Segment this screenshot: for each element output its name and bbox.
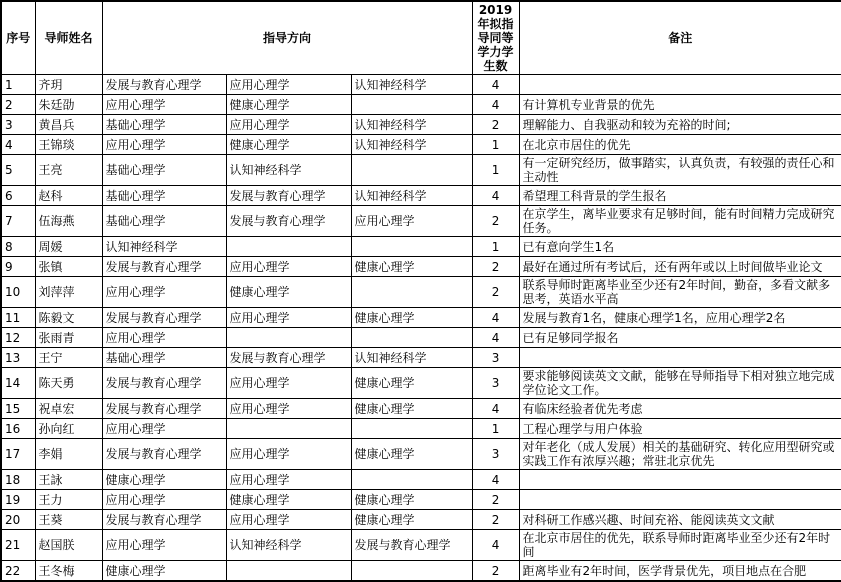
cell-direction-3 [351,95,472,115]
table-row [1,155,841,186]
cell-remark: 已有足够同学报名 [519,328,841,348]
cell-direction-2: 发展与教育心理学 [226,206,351,237]
cell-direction-2: 应用心理学 [226,470,351,490]
table-row [1,399,841,419]
cell-remark: 工程心理学与用户体验 [519,419,841,439]
cell-direction-1: 发展与教育心理学 [102,510,226,530]
table-row [1,328,841,348]
cell-direction-2: 健康心理学 [226,135,351,155]
cell-direction-2 [226,561,351,582]
cell-direction-3: 发展与教育心理学 [351,530,472,561]
cell-direction-3 [351,237,472,257]
cell-direction-1: 基础心理学 [102,155,226,186]
cell-direction-3: 认知神经科学 [351,186,472,206]
cell-remark: 要求能够阅读英文文献，能够在导师指导下相对独立地完成学位论文工作。 [519,368,841,399]
cell-row-number: 12 [1,328,35,348]
cell-mentor-name: 周媛 [35,237,102,257]
cell-direction-1: 应用心理学 [102,277,226,308]
cell-student-count: 1 [472,237,519,257]
cell-mentor-name: 齐玥 [35,75,102,95]
cell-mentor-name: 张镇 [35,257,102,277]
table-row [1,186,841,206]
cell-remark [519,490,841,510]
cell-student-count: 4 [472,470,519,490]
cell-direction-1: 应用心理学 [102,419,226,439]
cell-row-number: 11 [1,308,35,328]
header-row [1,1,841,75]
cell-row-number: 7 [1,206,35,237]
cell-remark: 有一定研究经历，做事踏实，认真负责，有较强的责任心和主动性 [519,155,841,186]
table-row [1,95,841,115]
cell-direction-2: 应用心理学 [226,75,351,95]
cell-row-number: 4 [1,135,35,155]
cell-direction-1: 发展与教育心理学 [102,368,226,399]
cell-row-number: 14 [1,368,35,399]
cell-student-count: 1 [472,155,519,186]
cell-remark: 对年老化（成人发展）相关的基础研究、转化应用型研究或实践工作有浓厚兴趣；常驻北京优先 [519,439,841,470]
cell-direction-3 [351,328,472,348]
cell-row-number: 10 [1,277,35,308]
table-row [1,419,841,439]
cell-direction-2: 认知神经科学 [226,155,351,186]
cell-direction-2: 健康心理学 [226,490,351,510]
cell-direction-3: 应用心理学 [351,206,472,237]
cell-student-count: 2 [472,206,519,237]
cell-direction-3 [351,419,472,439]
cell-remark: 理解能力、自我驱动和较为充裕的时间; [519,115,841,135]
cell-direction-1: 基础心理学 [102,206,226,237]
table-row [1,277,841,308]
cell-direction-2: 应用心理学 [226,368,351,399]
cell-direction-2 [226,328,351,348]
cell-student-count: 2 [472,510,519,530]
cell-remark: 希望理工科背景的学生报名 [519,186,841,206]
cell-student-count: 4 [472,75,519,95]
cell-mentor-name: 朱廷劭 [35,95,102,115]
cell-direction-2 [226,237,351,257]
cell-student-count: 4 [472,530,519,561]
cell-direction-1: 应用心理学 [102,490,226,510]
cell-row-number: 8 [1,237,35,257]
cell-direction-2: 健康心理学 [226,277,351,308]
cell-direction-1: 应用心理学 [102,530,226,561]
cell-remark: 联系导师时距离毕业至少还有2年时间，勤奋，多看文献多思考，英语水平高 [519,277,841,308]
cell-direction-2: 健康心理学 [226,95,351,115]
cell-row-number: 6 [1,186,35,206]
table-row [1,368,841,399]
cell-mentor-name: 伍海燕 [35,206,102,237]
cell-student-count: 4 [472,399,519,419]
cell-direction-1: 发展与教育心理学 [102,257,226,277]
cell-direction-3: 认知神经科学 [351,135,472,155]
cell-mentor-name: 祝卓宏 [35,399,102,419]
cell-direction-3: 健康心理学 [351,399,472,419]
cell-direction-1: 应用心理学 [102,135,226,155]
table-row [1,348,841,368]
cell-direction-1: 应用心理学 [102,95,226,115]
cell-direction-3: 健康心理学 [351,439,472,470]
cell-direction-3: 健康心理学 [351,368,472,399]
cell-mentor-name: 王亮 [35,155,102,186]
table-row [1,561,841,582]
cell-remark: 距离毕业有2年时间，医学背景优先，项目地点在合肥 [519,561,841,582]
cell-student-count: 4 [472,328,519,348]
cell-mentor-name: 王冬梅 [35,561,102,582]
cell-direction-2: 发展与教育心理学 [226,186,351,206]
cell-direction-2: 应用心理学 [226,439,351,470]
cell-row-number: 16 [1,419,35,439]
cell-direction-3: 健康心理学 [351,308,472,328]
cell-student-count: 1 [472,419,519,439]
cell-remark [519,348,841,368]
cell-remark: 有计算机专业背景的优先 [519,95,841,115]
table-row [1,206,841,237]
cell-direction-2: 认知神经科学 [226,530,351,561]
cell-remark: 在京学生，离毕业要求有足够时间，能有时间精力完成研究任务。 [519,206,841,237]
cell-mentor-name: 王力 [35,490,102,510]
cell-student-count: 4 [472,95,519,115]
cell-direction-2: 应用心理学 [226,115,351,135]
table-row [1,470,841,490]
cell-mentor-name: 王宁 [35,348,102,368]
cell-direction-2: 发展与教育心理学 [226,348,351,368]
cell-direction-3: 认知神经科学 [351,75,472,95]
cell-row-number: 17 [1,439,35,470]
cell-direction-1: 基础心理学 [102,348,226,368]
cell-row-number: 5 [1,155,35,186]
cell-direction-1: 发展与教育心理学 [102,308,226,328]
cell-remark: 有临床经验者优先考虑 [519,399,841,419]
cell-student-count: 2 [472,561,519,582]
cell-remark [519,75,841,95]
table-row [1,135,841,155]
cell-mentor-name: 赵国朕 [35,530,102,561]
cell-direction-1: 基础心理学 [102,115,226,135]
cell-student-count: 3 [472,439,519,470]
cell-direction-1: 发展与教育心理学 [102,439,226,470]
cell-direction-1: 发展与教育心理学 [102,399,226,419]
cell-mentor-name: 陈天勇 [35,368,102,399]
cell-direction-3: 健康心理学 [351,257,472,277]
cell-remark: 最好在通过所有考试后，还有两年或以上时间做毕业论文 [519,257,841,277]
col-header-remark: 备注 [519,1,841,75]
cell-remark: 对科研工作感兴趣、时间充裕、能阅读英文文献 [519,510,841,530]
cell-direction-3 [351,561,472,582]
table-row [1,257,841,277]
cell-direction-1: 应用心理学 [102,328,226,348]
cell-direction-3: 认知神经科学 [351,115,472,135]
cell-direction-3: 健康心理学 [351,510,472,530]
cell-direction-3 [351,277,472,308]
cell-row-number: 2 [1,95,35,115]
cell-student-count: 1 [472,135,519,155]
cell-direction-2: 应用心理学 [226,308,351,328]
cell-row-number: 19 [1,490,35,510]
col-header-mentor-name: 导师姓名 [35,1,102,75]
cell-direction-3: 认知神经科学 [351,348,472,368]
cell-row-number: 20 [1,510,35,530]
cell-mentor-name: 张雨青 [35,328,102,348]
cell-mentor-name: 李娟 [35,439,102,470]
cell-remark: 已有意向学生1名 [519,237,841,257]
cell-student-count: 3 [472,348,519,368]
cell-student-count: 2 [472,257,519,277]
cell-mentor-name: 王詠 [35,470,102,490]
table-row [1,308,841,328]
cell-row-number: 13 [1,348,35,368]
cell-row-number: 3 [1,115,35,135]
col-header-student-count: 2019年拟指导同等学力学生数 [472,1,519,75]
table-row [1,510,841,530]
table-row [1,439,841,470]
cell-student-count: 4 [472,308,519,328]
cell-row-number: 9 [1,257,35,277]
cell-mentor-name: 王葵 [35,510,102,530]
cell-student-count: 3 [472,368,519,399]
cell-direction-1: 认知神经科学 [102,237,226,257]
cell-row-number: 18 [1,470,35,490]
col-header-index: 序号 [1,1,35,75]
cell-row-number: 15 [1,399,35,419]
cell-student-count: 4 [472,186,519,206]
table-row [1,115,841,135]
cell-direction-1: 健康心理学 [102,470,226,490]
cell-student-count: 2 [472,115,519,135]
cell-direction-1: 发展与教育心理学 [102,75,226,95]
cell-row-number: 22 [1,561,35,582]
cell-mentor-name: 陈毅文 [35,308,102,328]
cell-student-count: 2 [472,490,519,510]
cell-remark: 在北京市居住的优先 [519,135,841,155]
table-row [1,530,841,561]
table-row [1,75,841,95]
cell-direction-2: 应用心理学 [226,257,351,277]
table-row [1,237,841,257]
cell-mentor-name: 刘萍萍 [35,277,102,308]
cell-direction-2: 应用心理学 [226,510,351,530]
cell-remark: 在北京市居住的优先，联系导师时距离毕业至少还有2年时间 [519,530,841,561]
cell-direction-2 [226,419,351,439]
cell-direction-1: 健康心理学 [102,561,226,582]
cell-mentor-name: 赵科 [35,186,102,206]
cell-mentor-name: 黄昌兵 [35,115,102,135]
cell-mentor-name: 孙向红 [35,419,102,439]
table-body [1,75,841,582]
cell-student-count: 2 [472,277,519,308]
table-row [1,490,841,510]
cell-mentor-name: 王锦琰 [35,135,102,155]
col-header-direction: 指导方向 [102,1,472,75]
cell-remark [519,470,841,490]
cell-direction-2: 应用心理学 [226,399,351,419]
cell-row-number: 1 [1,75,35,95]
cell-direction-3 [351,155,472,186]
cell-direction-3 [351,470,472,490]
cell-direction-1: 基础心理学 [102,186,226,206]
cell-row-number: 21 [1,530,35,561]
cell-direction-3: 健康心理学 [351,490,472,510]
cell-remark: 发展与教育1名，健康心理学1名，应用心理学2名 [519,308,841,328]
